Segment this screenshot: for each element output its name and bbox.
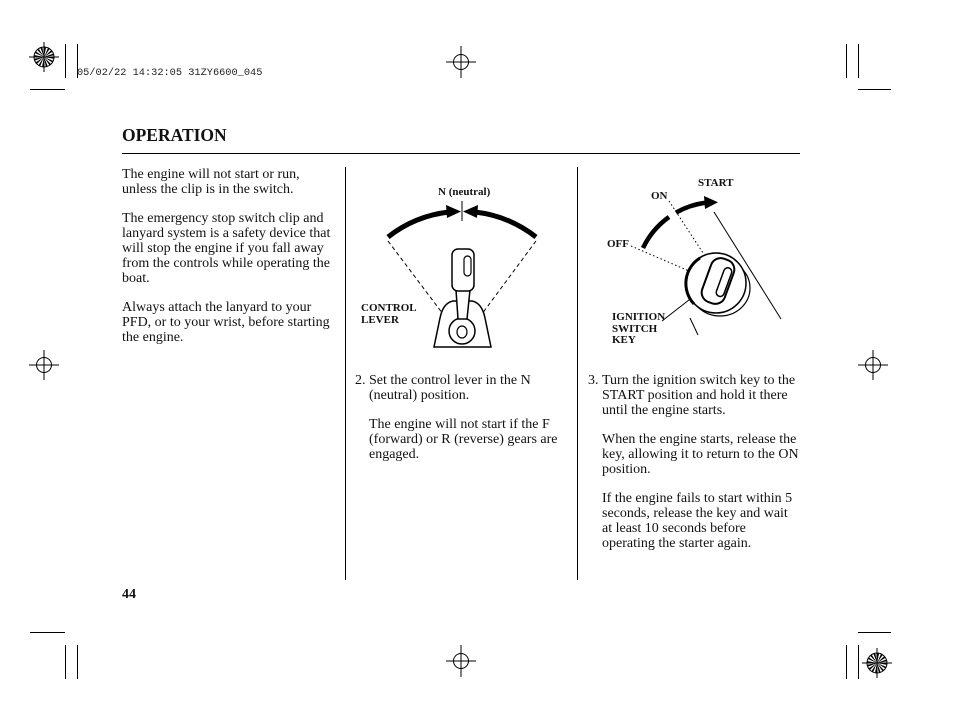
label-line: IGNITION [612,311,666,324]
on-label: ON [651,190,668,203]
text-line [355,373,531,388]
step-3 [588,373,795,418]
text-line: START position and hold it there [602,387,788,403]
text-line: The engine will not start if the F [369,416,550,432]
text-line [588,373,795,388]
text-line: operating the starter again. [602,535,752,551]
text-line: the engine. [122,329,184,345]
label-line: SWITCH [612,322,658,335]
lever-shaft [456,290,470,319]
travel-arc-left [388,212,449,237]
text-line: boat. [122,270,150,286]
off-label: OFF [607,238,629,251]
step-2-note [369,417,558,462]
arrow-head-right-icon [446,205,461,218]
registration-crosshair-bottom [446,645,476,677]
registration-crosshair-left [29,350,59,380]
text-line: will stop the engine if you fall away [122,240,324,256]
arrow-head-right-icon [704,196,718,209]
label-line: CONTROL [361,302,417,315]
step-3-note-1 [602,432,799,477]
text-line: seconds, release the key and wait [602,505,788,521]
text-line: position. [602,461,651,477]
step-text: Set the control lever in the N [369,372,531,388]
ignition-switch-key-label [612,312,665,347]
page-title: OPERATION [122,125,227,145]
label-line: LEVER [361,313,399,326]
text-line: If the engine fails to start within 5 [602,490,793,506]
neutral-label: N (neutral) [438,186,491,199]
registration-target-bottom-right [862,648,892,678]
registration-crosshair-right [858,350,888,380]
off-leader-dotted [631,246,689,271]
rotation-arc-off-to-on [643,217,669,248]
travel-arc-right [475,212,536,237]
text-line: The emergency stop switch clip and [122,210,324,226]
label-line: KEY [612,334,636,347]
left-paragraph-3 [122,300,330,345]
step-number: 3. [588,372,599,388]
step-number: 2. [355,372,366,388]
text-line: When the engine starts, release the [602,431,797,447]
print-slug: 05/02/22 14:32:05 31ZY6600_045 [77,67,263,79]
step-2 [355,373,531,403]
text-line: from the controls while operating the [122,255,330,271]
text-line: (neutral) position. [369,387,470,403]
text-line: lanyard system is a safety device that [122,225,331,241]
lever-pivot [449,318,475,344]
registration-crosshair-top [446,46,476,78]
text-line: (forward) or R (reverse) gears are [369,431,558,447]
text-line: until the engine starts. [602,402,726,418]
left-paragraph-1 [122,167,300,197]
registration-target-top-left [29,42,59,72]
start-label: START [698,177,734,190]
key-shadow-line [690,318,698,335]
text-line: PFD, or to your wrist, before starting [122,314,330,330]
text-line: engaged. [369,446,420,462]
text-line: at least 10 seconds before [602,520,746,536]
rotation-arc-on-to-start [676,203,706,213]
text-line: unless the clip is in the switch. [122,181,294,197]
arrow-head-left-icon [463,205,478,218]
text-line: key, allowing it to return to the ON [602,446,799,462]
text-line: The engine will not start or run, [122,166,300,182]
control-lever-label [361,303,417,326]
step-text: Turn the ignition switch key to the [602,372,796,388]
page-number: 44 [122,587,136,602]
step-3-note-2 [602,491,792,551]
dashed-guide-right [476,241,536,322]
left-paragraph-2 [122,211,330,286]
text-line: Always attach the lanyard to your [122,299,312,315]
